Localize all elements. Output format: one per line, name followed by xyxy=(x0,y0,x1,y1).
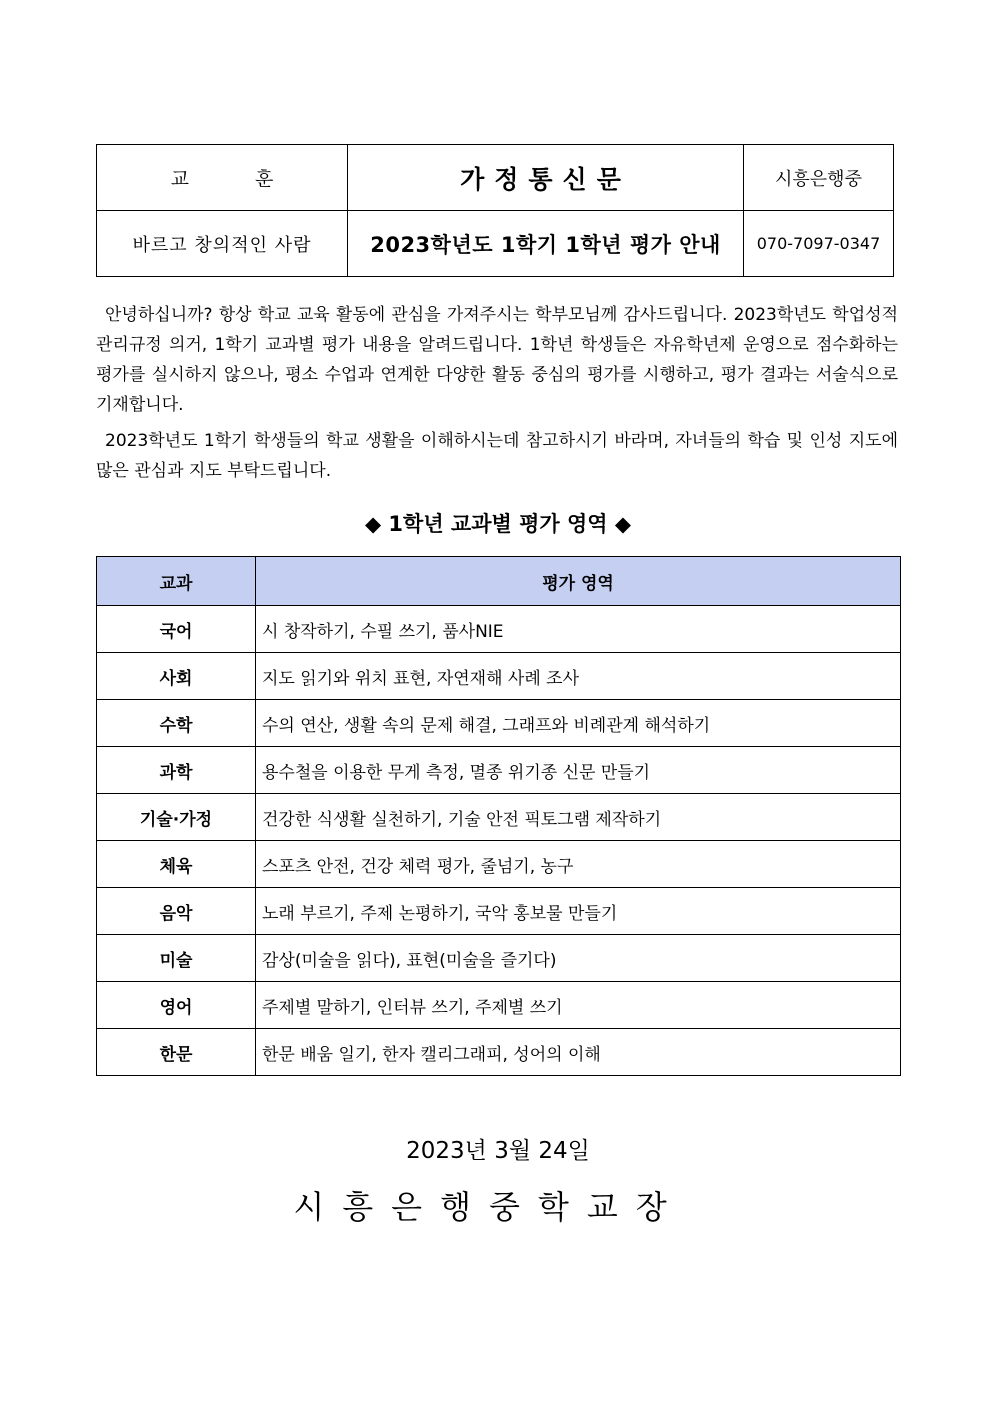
subject-cell: 국어 xyxy=(97,606,256,653)
evaluation-area-cell: 감상(미술을 읽다), 표현(미술을 즐기다) xyxy=(256,935,901,982)
phone-number: 070-7097-0347 xyxy=(744,211,894,277)
table-header-row xyxy=(97,557,901,606)
subject-cell: 사회 xyxy=(97,653,256,700)
evaluation-area-cell: 시 창작하기, 수필 쓰기, 품사NIE xyxy=(256,606,901,653)
table-row xyxy=(97,747,901,794)
table-row xyxy=(97,794,901,841)
table-row xyxy=(97,606,901,653)
subject-cell: 영어 xyxy=(97,982,256,1029)
evaluation-area-cell: 주제별 말하기, 인터뷰 쓰기, 주제별 쓰기 xyxy=(256,982,901,1029)
subject-cell: 한문 xyxy=(97,1029,256,1076)
document-date: 2023년 3월 24일 xyxy=(406,1138,590,1164)
subject-cell: 기술·가정 xyxy=(97,794,256,841)
notice-subtitle: 2023학년도 1학기 1학년 평가 안내 xyxy=(348,211,744,277)
evaluation-area-cell: 용수철을 이용한 무게 측정, 멸종 위기종 신문 만들기 xyxy=(256,747,901,794)
subject-cell: 수학 xyxy=(97,700,256,747)
table-row xyxy=(97,982,901,1029)
column-header-area: 평가 영역 xyxy=(256,557,901,606)
section-title: ◆ 1학년 교과별 평가 영역 ◆ xyxy=(364,512,632,536)
table-row xyxy=(97,1029,901,1076)
subject-cell: 체육 xyxy=(97,841,256,888)
column-header-subject: 교과 xyxy=(97,557,256,606)
table-row xyxy=(97,841,901,888)
evaluation-table xyxy=(96,556,901,1076)
subject-cell: 음악 xyxy=(97,888,256,935)
intro-paragraph-2: 2023학년도 1학기 학생들의 학교 생활을 이해하시는데 참고하시기 바라며, 자녀들의 학습 및 인성 지도에 많은 관심과 지도 부탁드립니다. xyxy=(96,431,898,481)
evaluation-area-cell: 한문 배움 일기, 한자 캘리그래피, 성어의 이해 xyxy=(256,1029,901,1076)
table-row xyxy=(97,888,901,935)
table-row xyxy=(97,700,901,747)
evaluation-area-cell: 건강한 식생활 실천하기, 기술 안전 픽토그램 제작하기 xyxy=(256,794,901,841)
evaluation-area-cell: 노래 부르기, 주제 논평하기, 국악 홍보물 만들기 xyxy=(256,888,901,935)
table-row xyxy=(97,653,901,700)
table-row xyxy=(97,935,901,982)
page-title: 가정통신문 xyxy=(348,145,744,211)
subject-cell: 미술 xyxy=(97,935,256,982)
school-name: 시흥은행중 xyxy=(744,145,894,211)
header-table xyxy=(96,144,894,277)
motto-label: 교 훈 xyxy=(97,145,348,211)
principal-signature: 시흥은행중학교장 xyxy=(293,1188,685,1226)
evaluation-area-cell: 스포츠 안전, 건강 체력 평가, 줄넘기, 농구 xyxy=(256,841,901,888)
school-motto: 바르고 창의적인 사람 xyxy=(97,211,348,277)
intro-text xyxy=(96,300,898,492)
intro-paragraph-1: 안녕하십니까? 항상 학교 교육 활동에 관심을 가져주시는 학부모님께 감사드립니다. 2023학년도 학업성적관리규정 의거, 1학기 교과별 평가 내용을 알려드립니다. 1학년 학생들은 자유학년제 운영으로 점수화하는 평가를 실시하지 않으나, 평소 수업과 연계한 다양한 활동 중심의 평가를 시행하고, 평가 결과는 서술식으로 기재합니다. xyxy=(96,305,898,415)
evaluation-area-cell: 지도 읽기와 위치 표현, 자연재해 사례 조사 xyxy=(256,653,901,700)
subject-cell: 과학 xyxy=(97,747,256,794)
evaluation-area-cell: 수의 연산, 생활 속의 문제 해결, 그래프와 비례관계 해석하기 xyxy=(256,700,901,747)
